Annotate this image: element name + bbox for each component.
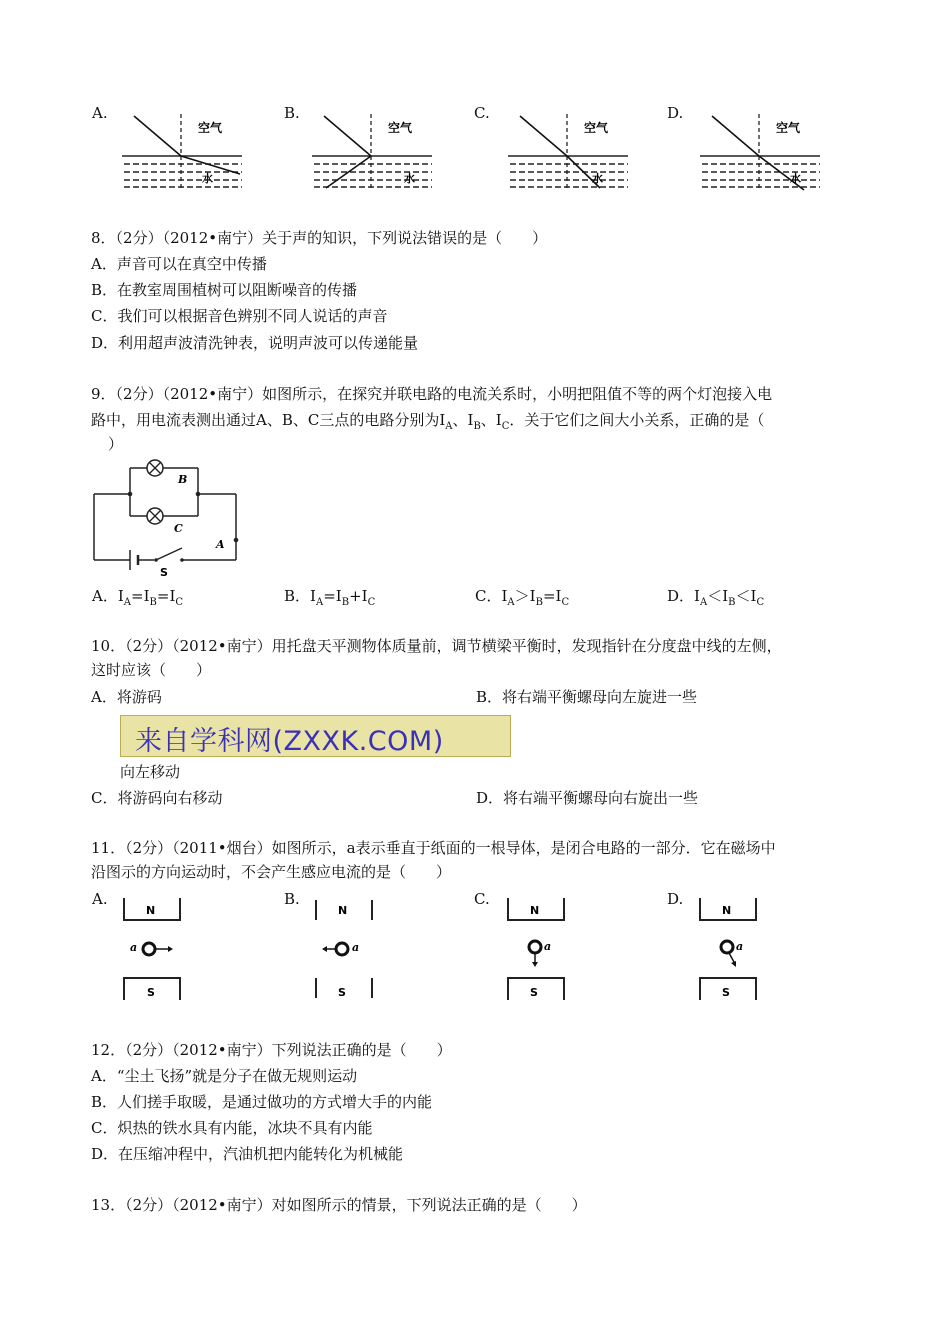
q11-d-n: N [722,904,732,917]
q11-a-a: a [130,941,138,954]
q10-option-a-part2: 向左移动 [120,763,181,781]
watermark-banner [120,715,511,757]
q9-stem-line1: 9．（2分）（2012•南宁）如图所示，在探究并联电路的电流关系时，小明把阻值不等的两个灯泡接入电 [91,385,773,403]
q11-a-s: S [147,986,155,999]
q9-point-c: C [174,522,183,535]
q11-b-n: N [338,904,348,917]
q9-circuit-diagram [90,456,242,580]
q9-opt-c-s2: B [535,597,543,608]
q9-opt-a-s2: B [149,597,157,608]
q11-option-a-label[interactable]: A. [92,890,108,908]
q9-opt-b-p1: I [310,587,316,605]
q9-sub-a: A [445,421,453,432]
q11-diagram-a [120,898,186,1002]
q9-opt-c-p1: I [501,587,508,605]
q10-stem-line2: 这时应该（ ） [91,661,212,679]
q7-option-b-label[interactable]: B. [284,104,300,122]
q9-option-a[interactable] [92,586,183,613]
q9-option-d[interactable] [667,586,764,613]
q8-option-b[interactable]: B．在教室周围植树可以阻断噪音的传播 [91,281,358,299]
q9-stem-sep2: 、I [480,411,502,429]
q11-a-n: N [146,904,156,917]
q9-opt-d-s1: A [699,597,708,608]
q8-option-c[interactable]: C．我们可以根据音色辨别不同人说话的声音 [91,307,388,325]
q7-diagram-d [700,112,824,192]
q11-b-s: S [338,986,346,999]
q7-option-d-label[interactable]: D. [667,104,684,122]
q11-c-n: N [530,904,540,917]
q7-d-water-text: 水 [790,172,801,185]
q10-stem-line1: 10．（2分）（2012•南宁）用托盘天平测物体质量前，调节横梁平衡时，发现指针在分度盘中线的左侧， [91,637,782,655]
q9-opt-d-s3: C [756,597,765,608]
q11-stem-line2: 沿图示的方向运动时，不会产生感应电流的是（ ） [91,863,452,881]
q9-stem-post: ．关于它们之间大小关系，正确的是（ [509,411,765,429]
q7-c-water-text: 水 [592,172,603,185]
q9-stem-pre: 路中，用电流表测出通过A、B、C三点的电路分别为I [91,411,446,429]
q7-diagram-a [122,112,246,192]
q11-diagram-d [696,898,762,1002]
q9-opt-c-label: C． [475,587,502,605]
q10-option-d[interactable]: D．将右端平衡螺母向右旋出一些 [476,789,699,807]
q9-opt-d-s2: B [728,597,736,608]
q11-option-b-label[interactable]: B. [284,890,300,908]
q9-stem-line3: ） [108,435,124,453]
q7-b-water-text: 水 [404,172,415,185]
q11-diagram-b [312,898,378,1002]
q9-opt-a-o2: =I [156,587,176,605]
q9-opt-b-label: B． [284,587,311,605]
q7-option-c-label[interactable]: C. [474,104,490,122]
q9-opt-d-o2: ＜I [735,587,757,605]
q9-sub-c: C [501,421,510,432]
q7-a-water-text: 水 [202,172,213,185]
q8-option-a[interactable]: A．声音可以在真空中传播 [91,255,267,273]
q9-opt-c-o1: ＞I [514,587,536,605]
q9-stem-sep1: 、I [452,411,474,429]
q11-stem-line1: 11．（2分）（2011•烟台）如图所示，a表示垂直于纸面的一根导体，是闭合电路的一部分．它在磁场中 [91,839,776,857]
q10-option-b[interactable]: B．将右端平衡螺母向左旋进一些 [476,688,698,706]
q11-diagram-c [504,898,570,1002]
q9-point-b: B [178,473,188,486]
q11-d-a: a [736,940,744,953]
q7-d-air-text: 空气 [776,121,801,135]
q9-opt-d-label: D． [667,587,695,605]
q11-d-s: S [722,986,730,999]
q8-stem: 8．（2分）（2012•南宁）关于声的知识，下列说法错误的是（ ） [91,229,548,247]
q9-opt-a-s3: C [175,597,184,608]
q7-a-air-text: 空气 [198,121,223,135]
q10-option-a-part1[interactable]: A．将游码 [91,688,162,706]
q11-option-d-label[interactable]: D. [667,890,684,908]
q12-option-c[interactable]: C．炽热的铁水具有内能，冰块不具有内能 [91,1119,373,1137]
q11-c-s: S [530,986,538,999]
q13-stem: 13．（2分）（2012•南宁）对如图所示的情景，下列说法正确的是（ ） [91,1196,587,1214]
q9-sub-b: B [473,421,481,432]
q7-diagram-b [312,112,436,192]
q11-c-a: a [544,940,552,953]
q9-option-c[interactable] [475,586,569,613]
q9-switch-label: S [160,566,168,579]
q9-opt-c-s3: C [561,597,570,608]
q9-opt-a-o1: =I [131,587,150,605]
q7-option-a-label[interactable]: A. [92,104,108,122]
q9-opt-a-p1: I [117,587,124,605]
q9-opt-d-p1: I [694,587,700,605]
q10-option-c[interactable]: C．将游码向右移动 [91,789,223,807]
q12-option-a[interactable]: A．“尘土飞扬”就是分子在做无规则运动 [91,1067,358,1085]
q12-option-b[interactable]: B．人们搓手取暖，是通过做功的方式增大手的内能 [91,1093,433,1111]
q7-c-air-text: 空气 [584,121,609,135]
q9-opt-b-o1: =I [323,587,342,605]
q12-option-d[interactable]: D．在压缩冲程中，汽油机把内能转化为机械能 [91,1145,404,1163]
q8-option-d[interactable]: D．利用超声波清洗钟表，说明声波可以传递能量 [91,334,419,352]
q7-diagram-c [508,112,632,192]
q9-opt-d-o1: ＜I [707,587,729,605]
q9-opt-a-s1: A [123,597,132,608]
q9-point-a: A [216,538,225,551]
q9-opt-a-label: A． [92,587,118,605]
watermark-text: 来自学科网(ZXXK.COM) [135,726,444,757]
q9-stem-line2 [91,410,764,437]
q12-stem: 12．（2分）（2012•南宁）下列说法正确的是（ ） [91,1041,452,1059]
q9-opt-b-s1: A [315,597,324,608]
q9-opt-b-s3: C [367,597,376,608]
q9-opt-b-o2: +I [349,587,368,605]
q11-b-a: a [352,941,360,954]
q9-opt-c-o2: =I [542,587,562,605]
q9-opt-b-s2: B [341,597,350,608]
q11-option-c-label[interactable]: C. [474,890,490,908]
q9-option-b[interactable] [284,586,375,613]
q7-b-air-text: 空气 [388,121,413,135]
q9-opt-c-s1: A [507,597,515,608]
